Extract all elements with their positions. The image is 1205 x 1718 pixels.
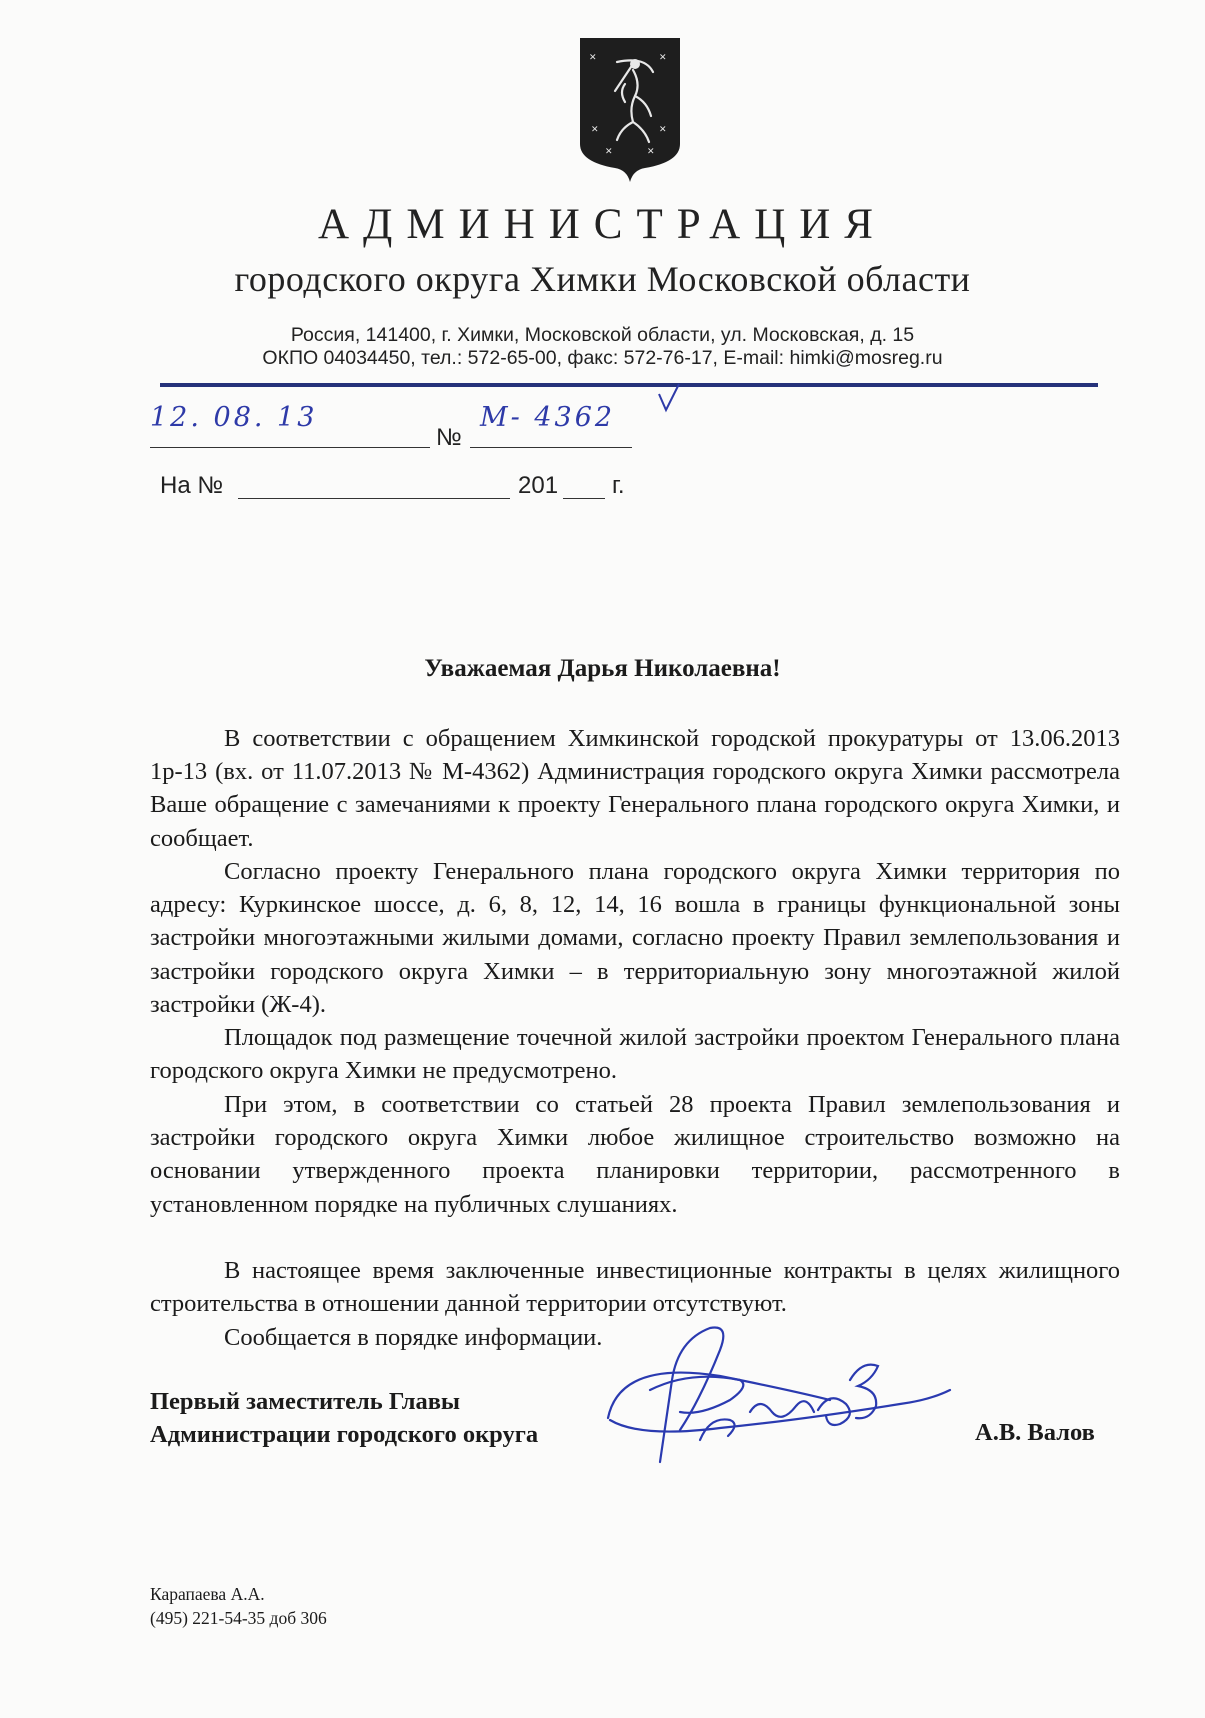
signatory-name: А.В. Валов — [975, 1419, 1095, 1446]
org-title: АДМИНИСТРАЦИЯ — [318, 201, 887, 248]
svg-text:✕: ✕ — [591, 125, 599, 135]
paragraph: При этом, в соответствии со статьей 28 проекта Правил землепользования и застройки городского округа Химки любое жилищное строительство возможно на основании утвержденного проекта планировки территории, рассмотренного в установленном порядке на публичных слушаниях. — [150, 1091, 1120, 1218]
svg-text:✕: ✕ — [647, 147, 655, 157]
contacts-line: ОКПО 04034450, тел.: 572-65-00, факс: 572-76-17, E-mail: himki@mosreg.ru — [262, 347, 943, 369]
salutation: Уважаемая Дарья Николаевна! — [424, 655, 781, 682]
paragraph: Площадок под размещение точечной жилой застройки проектом Генерального плана городского округа Химки не предусмотрено. — [150, 1024, 1120, 1085]
paragraph: Согласно проекту Генерального плана городского округа Химки территория по адресу: Куркинское шоссе, д. 6, 8, 12, 14, 16 вошла в границы функциональной зоны застройки многоэтажными жилыми домами, согласно проекту Правил землепользования и застройки городского округа Химки – в территориальную зону многоэтажной жилой застройки (Ж-4). — [150, 858, 1120, 1018]
paragraph: В соответствии с обращением Химкинской городской прокуратуры от 13.06.2013 1р-13 (вх. от 11.07.2013 № М-4362) Администрация городского округа Химки рассмотрела Ваше обращение с замечаниями к проекту Генерального плана городского округа Химки, и сообщает. — [150, 725, 1120, 852]
svg-text:✕: ✕ — [589, 53, 597, 63]
year-label: 201 — [518, 472, 559, 499]
signatory-position: Администрации городского округа — [150, 1421, 539, 1448]
executor-phone: (495) 221-54-35 доб 306 — [150, 1608, 327, 1628]
reply-number-underline — [238, 498, 510, 499]
date-underline — [150, 447, 430, 448]
number-label: № — [436, 424, 462, 451]
svg-text:✕: ✕ — [659, 125, 667, 135]
address-line: Россия, 141400, г. Химки, Московской области, ул. Московская, д. 15 — [290, 324, 915, 346]
org-subtitle: городского округа Химки Московской области — [234, 259, 971, 299]
signatory-position: Первый заместитель Главы — [150, 1388, 461, 1415]
paragraph: В настоящее время заключенные инвестиционные контракты в целях жилищного строительства в отношении данной территории отсутствуют. — [150, 1257, 1120, 1318]
reply-label: На № — [160, 472, 224, 499]
coat-of-arms-icon — [575, 36, 685, 184]
year-underline — [563, 498, 605, 499]
check-mark-icon — [655, 380, 685, 420]
paragraph: Сообщается в порядке информации. — [224, 1324, 603, 1351]
number-underline — [470, 447, 632, 448]
letterhead-rule — [160, 383, 1098, 387]
executor-name: Карапаева А.А. — [150, 1584, 265, 1604]
number-handwritten: М- 4362 — [480, 402, 616, 433]
date-handwritten: 12. 08. 13 — [150, 402, 318, 433]
svg-text:✕: ✕ — [659, 53, 667, 63]
year-suffix: г. — [612, 472, 625, 499]
svg-text:✕: ✕ — [605, 147, 613, 157]
handwritten-signature — [600, 1320, 960, 1480]
